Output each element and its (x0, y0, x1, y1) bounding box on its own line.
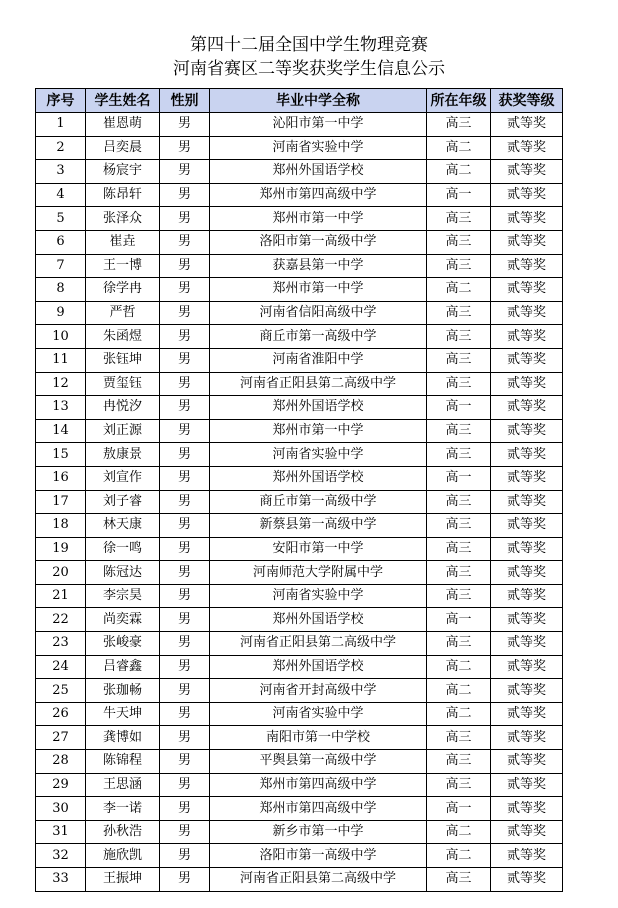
cell-grade: 高三 (427, 419, 491, 443)
cell-index: 2 (36, 136, 86, 160)
document-title: 第四十二届全国中学生物理竞赛 (190, 35, 428, 55)
table-row (36, 490, 563, 514)
cell-award-level: 贰等奖 (491, 113, 563, 137)
cell-student-name: 李一诺 (86, 797, 160, 821)
header-gender: 性别 (160, 89, 210, 113)
cell-student-name: 敖康景 (86, 443, 160, 467)
cell-gender: 男 (160, 348, 210, 372)
cell-award-level: 贰等奖 (491, 278, 563, 302)
table-row (36, 750, 563, 774)
table-row (36, 419, 563, 443)
cell-grade: 高三 (427, 773, 491, 797)
cell-student-name: 徐一鸣 (86, 537, 160, 561)
cell-grade: 高二 (427, 702, 491, 726)
cell-award-level: 贰等奖 (491, 254, 563, 278)
cell-grade: 高三 (427, 443, 491, 467)
table-row (36, 396, 563, 420)
cell-award-level: 贰等奖 (491, 490, 563, 514)
cell-gender: 男 (160, 136, 210, 160)
header-grade: 所在年级 (427, 89, 491, 113)
cell-index: 26 (36, 702, 86, 726)
cell-index: 16 (36, 466, 86, 490)
cell-grade: 高三 (427, 537, 491, 561)
cell-award-level: 贰等奖 (491, 419, 563, 443)
cell-gender: 男 (160, 844, 210, 868)
cell-school: 安阳市第一中学 (210, 537, 427, 561)
cell-index: 19 (36, 537, 86, 561)
cell-award-level: 贰等奖 (491, 844, 563, 868)
cell-student-name: 李宗昊 (86, 584, 160, 608)
cell-school: 郑州市第一中学 (210, 419, 427, 443)
cell-award-level: 贰等奖 (491, 301, 563, 325)
cell-gender: 男 (160, 750, 210, 774)
table-row (36, 608, 563, 632)
cell-student-name: 孙秋浩 (86, 820, 160, 844)
cell-gender: 男 (160, 773, 210, 797)
table-row (36, 726, 563, 750)
cell-student-name: 陈锦程 (86, 750, 160, 774)
cell-school: 郑州外国语学校 (210, 466, 427, 490)
cell-award-level: 贰等奖 (491, 183, 563, 207)
cell-award-level: 贰等奖 (491, 136, 563, 160)
table-row (36, 537, 563, 561)
cell-gender: 男 (160, 419, 210, 443)
cell-gender: 男 (160, 230, 210, 254)
cell-index: 29 (36, 773, 86, 797)
document-subtitle: 河南省赛区二等奖获奖学生信息公示 (173, 59, 445, 79)
cell-award-level: 贰等奖 (491, 537, 563, 561)
cell-grade: 高二 (427, 844, 491, 868)
cell-award-level: 贰等奖 (491, 702, 563, 726)
cell-index: 11 (36, 348, 86, 372)
cell-gender: 男 (160, 278, 210, 302)
cell-school: 新蔡县第一高级中学 (210, 514, 427, 538)
cell-student-name: 刘宣作 (86, 466, 160, 490)
cell-student-name: 崔恩萌 (86, 113, 160, 137)
table-header-row (36, 89, 563, 113)
cell-award-level: 贰等奖 (491, 466, 563, 490)
cell-index: 10 (36, 325, 86, 349)
cell-index: 15 (36, 443, 86, 467)
cell-award-level: 贰等奖 (491, 797, 563, 821)
cell-gender: 男 (160, 608, 210, 632)
cell-index: 4 (36, 183, 86, 207)
cell-school: 新乡市第一中学 (210, 820, 427, 844)
cell-grade: 高三 (427, 113, 491, 137)
cell-gender: 男 (160, 679, 210, 703)
table-row (36, 679, 563, 703)
cell-student-name: 王振坤 (86, 868, 160, 892)
cell-student-name: 冉悦汐 (86, 396, 160, 420)
cell-award-level: 贰等奖 (491, 348, 563, 372)
header-school: 毕业中学全称 (210, 89, 427, 113)
cell-grade: 高三 (427, 325, 491, 349)
cell-student-name: 严哲 (86, 301, 160, 325)
cell-grade: 高三 (427, 207, 491, 231)
cell-student-name: 牛天坤 (86, 702, 160, 726)
cell-award-level: 贰等奖 (491, 632, 563, 656)
cell-school: 郑州市第四高级中学 (210, 183, 427, 207)
cell-award-level: 贰等奖 (491, 868, 563, 892)
cell-student-name: 龚博如 (86, 726, 160, 750)
cell-index: 5 (36, 207, 86, 231)
cell-index: 25 (36, 679, 86, 703)
cell-school: 河南省实验中学 (210, 136, 427, 160)
cell-award-level: 贰等奖 (491, 230, 563, 254)
cell-grade: 高三 (427, 726, 491, 750)
cell-award-level: 贰等奖 (491, 820, 563, 844)
cell-award-level: 贰等奖 (491, 207, 563, 231)
cell-school: 商丘市第一高级中学 (210, 325, 427, 349)
cell-index: 14 (36, 419, 86, 443)
cell-student-name: 林天康 (86, 514, 160, 538)
cell-school: 郑州市第四高级中学 (210, 773, 427, 797)
cell-gender: 男 (160, 820, 210, 844)
header-award-level: 获奖等级 (491, 89, 563, 113)
cell-index: 18 (36, 514, 86, 538)
table-row (36, 632, 563, 656)
cell-school: 郑州外国语学校 (210, 160, 427, 184)
table-row (36, 372, 563, 396)
table-row (36, 230, 563, 254)
header-index: 序号 (36, 89, 86, 113)
cell-index: 21 (36, 584, 86, 608)
table-row (36, 207, 563, 231)
cell-index: 7 (36, 254, 86, 278)
cell-award-level: 贰等奖 (491, 325, 563, 349)
cell-grade: 高二 (427, 160, 491, 184)
cell-school: 河南师范大学附属中学 (210, 561, 427, 585)
cell-school: 郑州外国语学校 (210, 608, 427, 632)
cell-school: 获嘉县第一中学 (210, 254, 427, 278)
cell-student-name: 朱函煜 (86, 325, 160, 349)
cell-gender: 男 (160, 584, 210, 608)
cell-school: 商丘市第一高级中学 (210, 490, 427, 514)
cell-school: 河南省实验中学 (210, 443, 427, 467)
cell-gender: 男 (160, 396, 210, 420)
cell-index: 32 (36, 844, 86, 868)
cell-award-level: 贰等奖 (491, 584, 563, 608)
cell-grade: 高三 (427, 632, 491, 656)
cell-school: 郑州市第一中学 (210, 207, 427, 231)
cell-gender: 男 (160, 372, 210, 396)
cell-grade: 高三 (427, 230, 491, 254)
cell-student-name: 吕奕晨 (86, 136, 160, 160)
cell-index: 24 (36, 655, 86, 679)
cell-grade: 高三 (427, 584, 491, 608)
cell-student-name: 刘正源 (86, 419, 160, 443)
cell-grade: 高三 (427, 490, 491, 514)
cell-gender: 男 (160, 632, 210, 656)
cell-school: 洛阳市第一高级中学 (210, 230, 427, 254)
table-row (36, 183, 563, 207)
cell-index: 1 (36, 113, 86, 137)
cell-gender: 男 (160, 254, 210, 278)
cell-index: 31 (36, 820, 86, 844)
cell-gender: 男 (160, 443, 210, 467)
table-row (36, 584, 563, 608)
cell-grade: 高一 (427, 797, 491, 821)
table-row (36, 160, 563, 184)
table-row (36, 325, 563, 349)
cell-student-name: 刘子睿 (86, 490, 160, 514)
cell-grade: 高一 (427, 396, 491, 420)
cell-school: 河南省信阳高级中学 (210, 301, 427, 325)
cell-index: 27 (36, 726, 86, 750)
cell-gender: 男 (160, 868, 210, 892)
table-row (36, 466, 563, 490)
cell-school: 南阳市第一中学校 (210, 726, 427, 750)
cell-grade: 高三 (427, 750, 491, 774)
cell-award-level: 贰等奖 (491, 561, 563, 585)
cell-gender: 男 (160, 490, 210, 514)
cell-award-level: 贰等奖 (491, 372, 563, 396)
table-row (36, 348, 563, 372)
cell-grade: 高三 (427, 561, 491, 585)
cell-school: 郑州外国语学校 (210, 396, 427, 420)
table-row (36, 278, 563, 302)
cell-school: 河南省正阳县第二高级中学 (210, 868, 427, 892)
table-row (36, 797, 563, 821)
cell-award-level: 贰等奖 (491, 726, 563, 750)
cell-school: 河南省正阳县第二高级中学 (210, 632, 427, 656)
cell-student-name: 贾玺钰 (86, 372, 160, 396)
cell-grade: 高一 (427, 608, 491, 632)
cell-gender: 男 (160, 466, 210, 490)
cell-index: 22 (36, 608, 86, 632)
cell-gender: 男 (160, 160, 210, 184)
table-row (36, 561, 563, 585)
cell-grade: 高三 (427, 348, 491, 372)
cell-gender: 男 (160, 655, 210, 679)
cell-student-name: 陈昂轩 (86, 183, 160, 207)
cell-school: 洛阳市第一高级中学 (210, 844, 427, 868)
cell-student-name: 吕睿鑫 (86, 655, 160, 679)
cell-student-name: 王一博 (86, 254, 160, 278)
cell-school: 郑州市第四高级中学 (210, 797, 427, 821)
cell-student-name: 张钰坤 (86, 348, 160, 372)
table-row (36, 514, 563, 538)
cell-grade: 高二 (427, 278, 491, 302)
cell-award-level: 贰等奖 (491, 443, 563, 467)
table-row (36, 136, 563, 160)
header-student-name: 学生姓名 (86, 89, 160, 113)
cell-award-level: 贰等奖 (491, 396, 563, 420)
cell-index: 28 (36, 750, 86, 774)
cell-gender: 男 (160, 113, 210, 137)
cell-school: 河南省淮阳中学 (210, 348, 427, 372)
award-table (35, 88, 563, 892)
cell-school: 郑州外国语学校 (210, 655, 427, 679)
cell-gender: 男 (160, 726, 210, 750)
table-row (36, 868, 563, 892)
cell-award-level: 贰等奖 (491, 655, 563, 679)
cell-gender: 男 (160, 325, 210, 349)
table-row (36, 113, 563, 137)
cell-student-name: 王思涵 (86, 773, 160, 797)
cell-student-name: 陈冠达 (86, 561, 160, 585)
cell-grade: 高三 (427, 254, 491, 278)
cell-award-level: 贰等奖 (491, 160, 563, 184)
cell-school: 郑州市第一中学 (210, 278, 427, 302)
cell-award-level: 贰等奖 (491, 773, 563, 797)
cell-grade: 高三 (427, 372, 491, 396)
cell-grade: 高二 (427, 679, 491, 703)
cell-school: 河南省实验中学 (210, 584, 427, 608)
table-row (36, 254, 563, 278)
table-row (36, 773, 563, 797)
cell-index: 8 (36, 278, 86, 302)
table-body (36, 113, 563, 892)
cell-award-level: 贰等奖 (491, 608, 563, 632)
cell-index: 9 (36, 301, 86, 325)
cell-gender: 男 (160, 561, 210, 585)
cell-award-level: 贰等奖 (491, 514, 563, 538)
table-row (36, 702, 563, 726)
table-row (36, 655, 563, 679)
cell-grade: 高一 (427, 183, 491, 207)
cell-grade: 高二 (427, 655, 491, 679)
cell-gender: 男 (160, 207, 210, 231)
cell-index: 23 (36, 632, 86, 656)
cell-student-name: 张泽众 (86, 207, 160, 231)
cell-school: 平舆县第一高级中学 (210, 750, 427, 774)
cell-student-name: 张珈畅 (86, 679, 160, 703)
cell-student-name: 徐学冉 (86, 278, 160, 302)
cell-award-level: 贰等奖 (491, 679, 563, 703)
cell-gender: 男 (160, 514, 210, 538)
cell-school: 沁阳市第一中学 (210, 113, 427, 137)
cell-grade: 高三 (427, 301, 491, 325)
cell-student-name: 杨宸宇 (86, 160, 160, 184)
cell-award-level: 贰等奖 (491, 750, 563, 774)
cell-grade: 高三 (427, 868, 491, 892)
cell-gender: 男 (160, 301, 210, 325)
cell-school: 河南省开封高级中学 (210, 679, 427, 703)
cell-student-name: 尚奕霖 (86, 608, 160, 632)
cell-index: 3 (36, 160, 86, 184)
cell-index: 6 (36, 230, 86, 254)
cell-gender: 男 (160, 183, 210, 207)
table-row (36, 820, 563, 844)
cell-index: 13 (36, 396, 86, 420)
cell-index: 12 (36, 372, 86, 396)
cell-grade: 高三 (427, 514, 491, 538)
cell-grade: 高一 (427, 466, 491, 490)
cell-index: 30 (36, 797, 86, 821)
cell-index: 20 (36, 561, 86, 585)
cell-index: 17 (36, 490, 86, 514)
cell-gender: 男 (160, 702, 210, 726)
cell-student-name: 崔垚 (86, 230, 160, 254)
cell-grade: 高二 (427, 820, 491, 844)
table-row (36, 301, 563, 325)
cell-gender: 男 (160, 537, 210, 561)
cell-index: 33 (36, 868, 86, 892)
cell-student-name: 施欣凯 (86, 844, 160, 868)
cell-student-name: 张峻豪 (86, 632, 160, 656)
cell-school: 河南省正阳县第二高级中学 (210, 372, 427, 396)
table-row (36, 844, 563, 868)
cell-school: 河南省实验中学 (210, 702, 427, 726)
cell-grade: 高二 (427, 136, 491, 160)
table-row (36, 443, 563, 467)
cell-gender: 男 (160, 797, 210, 821)
